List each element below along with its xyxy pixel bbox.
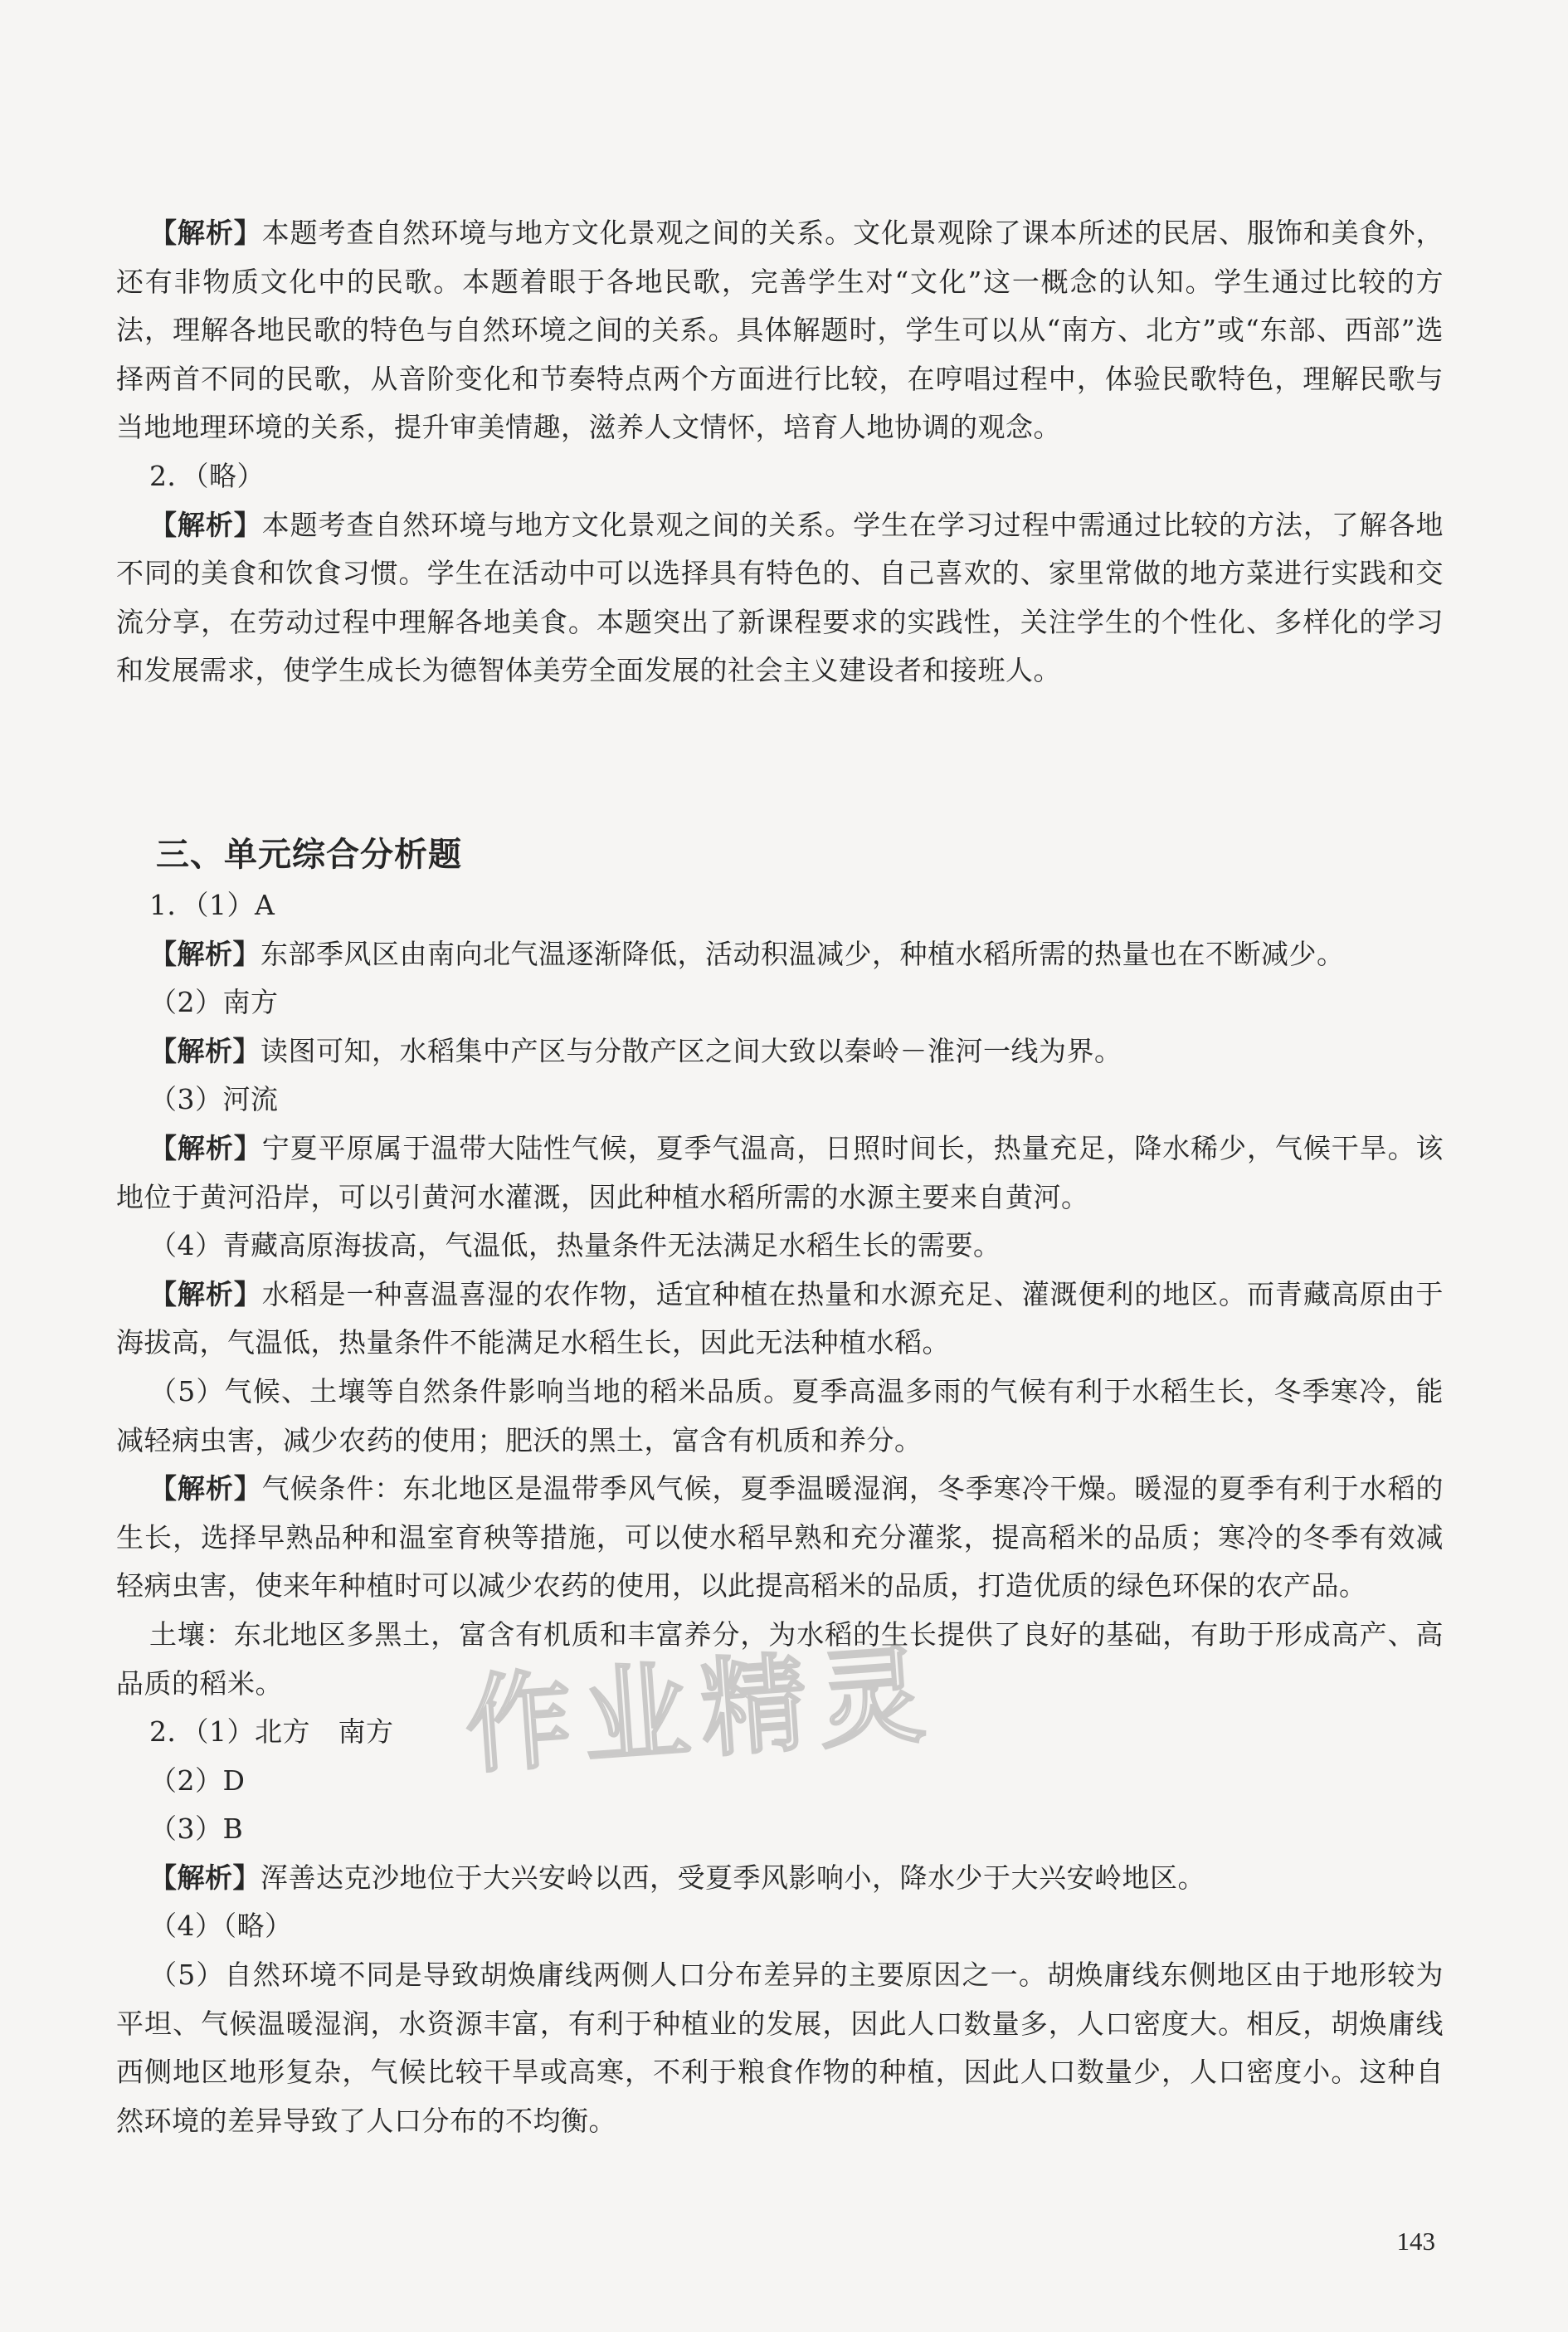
answer-line: [116, 452, 1444, 501]
analysis-tag: 【解析】: [149, 508, 262, 541]
analysis-tag: 【解析】: [149, 1277, 262, 1310]
analysis-tag: 【解析】: [149, 1472, 262, 1505]
analysis-text: 宁夏平原属于温带大陆性气候，夏季气温高，日照时间长，热量充足，降水稀少，气候干旱。该地位于黄河沿岸，可以引黄河水灌溉，因此种植水稻所需的水源主要来自黄河。: [116, 1131, 1444, 1213]
answer-text: （2）D: [149, 1764, 246, 1797]
answer-text: （5）自然环境不同是导致胡焕庸线两侧人口分布差异的主要原因之一。胡焕庸线东侧地区由于地形较为平坦、气候温暖湿润，水资源丰富，有利于种植业的发展，因此人口数量多，人口密度大。相反，胡焕庸线西侧地区地形复杂，气候比较干旱或高寒，不利于粮食作物的种植，因此人口数量少，人口密度小。这种自然环境的差异导致了人口分布的不均衡。: [116, 1959, 1444, 2137]
analysis-paragraph: [116, 930, 1444, 979]
analysis-paragraph: [116, 1271, 1444, 1368]
answer-line: [116, 1902, 1444, 1951]
analysis-tag: 【解析】: [149, 937, 261, 970]
analysis-paragraph: [116, 1125, 1444, 1222]
answer-line: [116, 1805, 1444, 1854]
analysis-paragraph: [116, 1027, 1444, 1076]
answer-text: （2）南方: [149, 986, 279, 1019]
answer-text: （3）河流: [149, 1083, 279, 1116]
answer-block-section-three: [116, 881, 1444, 2145]
analysis-paragraph: [116, 209, 1444, 452]
analysis-tag: 【解析】: [149, 217, 262, 249]
answer-line: [116, 1951, 1444, 2145]
answer-line: [116, 1368, 1444, 1465]
answer-line: [116, 1222, 1444, 1271]
page-number: 143: [1396, 2227, 1435, 2256]
section-heading: 三、单元综合分析题: [156, 836, 462, 874]
answer-text: （3）B: [149, 1812, 244, 1846]
analysis-text: 本题考查自然环境与地方文化景观之间的关系。学生在学习过程中需通过比较的方法，了解各地不同的美食和饮食习惯。学生在活动中可以选择具有特色的、自己喜欢的、家里常做的地方菜进行实践和交流分享，在劳动过程中理解各地美食。本题突出了新课程要求的实践性，关注学生的个性化、多样化的学习和发展需求，使学生成长为德智体美劳全面发展的社会主义建设者和接班人。: [116, 508, 1444, 687]
answer-text: （5）气候、土壤等自然条件影响当地的稻米品质。夏季高温多雨的气候有利于水稻生长，冬季寒冷，能减轻病虫害，减少农药的使用；肥沃的黑土，富含有机质和养分。: [116, 1374, 1444, 1456]
answer-line: [116, 978, 1444, 1027]
answer-text: 2．（略）: [149, 459, 265, 492]
analysis-text: 气候条件：东北地区是温带季风气候，夏季温暖湿润，冬季寒冷干燥。暖湿的夏季有利于水稻的生长，选择早熟品种和温室育秧等措施，可以使水稻早熟和充分灌浆，提高稻米的品质；寒冷的冬季有效减轻病虫害，使来年种植时可以减少农药的使用，以此提高稻米的品质，打造优质的绿色环保的农产品。: [116, 1472, 1444, 1603]
analysis-paragraph: [116, 501, 1444, 695]
analysis-paragraph: [116, 1854, 1444, 1903]
answer-text: （4）（略）: [149, 1910, 293, 1943]
answer-block-top: [116, 209, 1444, 695]
analysis-paragraph: [116, 1465, 1444, 1611]
watermark: 作业精灵: [461, 1632, 941, 1789]
analysis-tag: 【解析】: [149, 1131, 262, 1164]
analysis-tag: 【解析】: [149, 1861, 261, 1894]
analysis-text: 浑善达克沙地位于大兴安岭以西，受夏季风影响小，降水少于大兴安岭地区。: [261, 1861, 1205, 1894]
answer-text: 1．（1）A: [149, 889, 275, 921]
answer-text: 土壤：东北地区多黑土，富含有机质和丰富养分，为水稻的生长提供了良好的基础，有助于形成高产、高品质的稻米。: [116, 1617, 1444, 1700]
answer-text: （4）青藏高原海拔高，气温低，热量条件无法满足水稻生长的需要。: [149, 1229, 1001, 1262]
answer-line: [116, 1076, 1444, 1125]
analysis-text: 东部季风区由南向北气温逐渐降低，活动积温减少，种植水稻所需的热量也在不断减少。: [261, 937, 1345, 970]
analysis-text: 水稻是一种喜温喜湿的农作物，适宜种植在热量和水源充足、灌溉便利的地区。而青藏高原由于海拔高，气温低，热量条件不能满足水稻生长，因此无法种植水稻。: [116, 1277, 1444, 1359]
answer-line: [116, 881, 1444, 930]
analysis-text: 读图可知，水稻集中产区与分散产区之间大致以秦岭－淮河一线为界。: [261, 1034, 1122, 1067]
analysis-tag: 【解析】: [149, 1034, 261, 1067]
analysis-text: 本题考查自然环境与地方文化景观之间的关系。文化景观除了课本所述的民居、服饰和美食外，还有非物质文化中的民歌。本题着眼于各地民歌，完善学生对“文化”这一概念的认知。学生通过比较的方法，理解各地民歌的特色与自然环境之间的关系。具体解题时，学生可以从“南方、北方”或“东部、西部”选择两首不同的民歌，从音阶变化和节奏特点两个方面进行比较，在哼唱过程中，体验民歌特色，理解民歌与当地地理环境的关系，提升审美情趣，滋养人文情怀，培育人地协调的观念。: [116, 217, 1444, 444]
answer-text: 2．（1）北方 南方: [149, 1715, 394, 1749]
